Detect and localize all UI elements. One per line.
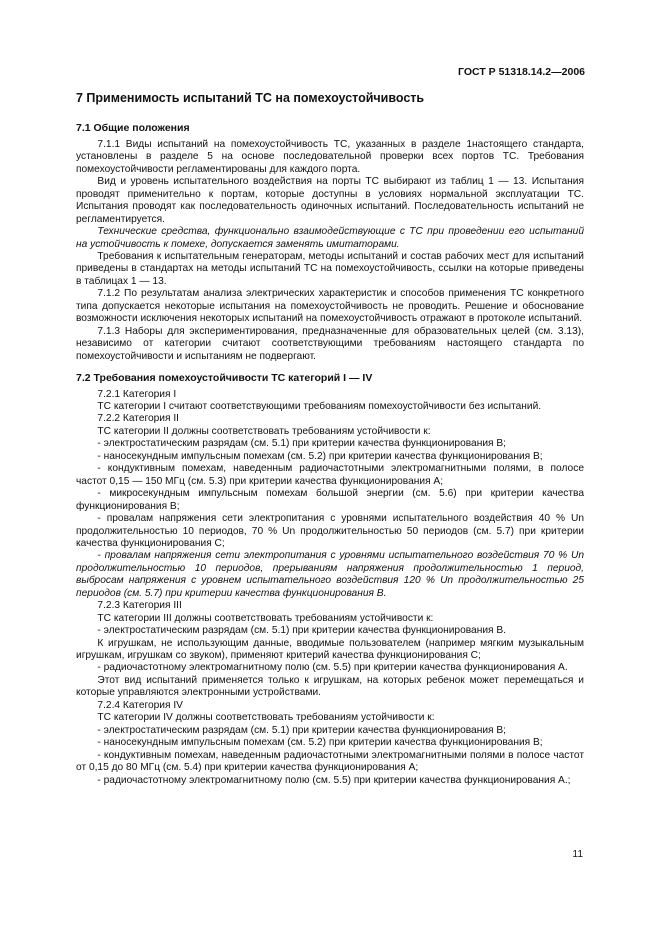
list-item: - наносекундным импульсным помехам (см. 5.2) при критерии качества функционирования В; [97,450,543,462]
paragraph: Вид и уровень испытательного воздействия на порты ТС выбирают из таблиц 1 — 13. Испытания проводят применительно к портам, которые доступны в условиях нормальной эксплуатации ТС. Испытания проводят как последовательность одиночных испытаний. Последовательность испытаний не регламентируется. [76,176,584,225]
paragraph: ТС категории III должны соответствовать требованиям устойчивости к: [97,612,434,624]
paragraph: Этот вид испытаний применяется только к игрушкам, на которых ребенок может перемещаться и которые управляются электронными устройствами. [76,674,584,699]
page-content [76,92,584,787]
paragraph: 7.2.2 Категория II [97,413,180,425]
standard-header: ГОСТ Р 51318.14.2—2006 [458,66,585,78]
paragraph: ТС категории II должны соответствовать требованиям устойчивости к: [97,425,431,437]
paragraph: ТС категории I считают соответствующими требованиям помехоустойчивости без испытаний. [97,400,542,412]
list-item: - радиочастотному электромагнитному полю (см. 5.5) при критерии качества функционирования А.; [97,774,571,786]
italic-list-item: - провалам напряжения сети электропитания с уровнями испытательного воздействия 70 % Un продолжительностью 10 периодов, прерываниям напряжения продолжительностью 1 период, выбросам напряжения с уровнем испытательного воздействия 120 % Un продолжительностью 25 периодов (см. 5.7) при критерии качества функционирования В. [76,550,584,599]
paragraph: 7.2.3 Категория III [97,600,182,612]
list-item: - электростатическим разрядам (см. 5.1) при критерии качества функционирования В; [97,724,507,736]
subsection-title-7-1: 7.1 Общие положения [76,122,190,135]
paragraph: 7.2.4 Категория IV [97,699,183,711]
list-item: - кондуктивным помехам, наведенным радиочастотными электромагнитными полями в полосе частот от 0,15 до 80 МГц (см. 5.4) при критерии качества функционирования А; [76,749,584,774]
paragraph: 7.1.2 По результатам анализа электрических характеристик и способов применения ТС конкретного типа допускается некоторые испытания на помехоустойчивость не проводить. Решение и обоснование возможности исключения некоторых испытаний на помехоустойчивость отражают в протоколе испытаний. [76,288,584,325]
subsection-title-7-2: 7.2 Требования помехоустойчивости ТС категорий I — IV [76,372,373,385]
paragraph: 7.1.3 Наборы для экспериментирования, предназначенные для образовательных целей (см. 3.13), независимо от категории считают соответствующими требованиям настоящего стандарта по помехоустойчивости и испытаниям не подвергают. [76,325,584,362]
list-item: - радиочастотному электромагнитному полю (см. 5.5) при критерии качества функционирования А. [97,662,568,674]
page-number: 11 [572,849,583,860]
paragraph: ТС категории IV должны соответствовать требованиям устойчивости к: [97,712,435,724]
list-item: - наносекундным импульсным помехам (см. 5.2) при критерии качества функционирования В; [97,737,543,749]
list-item: - микросекундным импульсным помехам большой энергии (см. 5.6) при критерии качества функционирования В; [76,488,584,512]
list-item: - кондуктивным помехам, наведенным радиочастотными электромагнитными полями, в полосе частот 0,15 — 150 МГц (см. 5.3) при критерии качества функционирования А; [76,463,584,487]
italic-note: Технические средства, функционально взаимодействующие с ТС при проведении его испытаний на устойчивость к помехе, допускается заменять имитаторами. [76,226,584,250]
paragraph: 7.2.1 Категория I [97,388,177,400]
section-title: 7 Применимость испытаний ТС на помехоустойчивость [76,91,425,105]
paragraph: 7.1.1 Виды испытаний на помехоустойчивость ТС, указанных в разделе 1настоящего стандарта, установлены в разделе 5 на основе последовательной проверки всех портов ТС. Требования помехоустойчивости регламентированы для каждого порта. [76,138,584,175]
list-item: - электростатическим разрядам (см. 5.1) при критерии качества функционирования В. [97,625,507,637]
paragraph: К игрушкам, не использующим данные, вводимые пользователем (например мягким музыкальным игрушкам, игрушкам со звуком), применяют критерий качества функционирования С; [76,637,584,662]
paragraph: Требования к испытательным генераторам, методы испытаний и состав рабочих мест для испытаний приведены в стандартах на методы испытаний ТС на помехоустойчивость, ссылки на которые приведены в таблицах 1 — 13. [76,250,584,287]
list-item: - провалам напряжения сети электропитания с уровнями испытательного воздействия 40 % Un продолжительностью 10 периодов, 70 % Un продолжительностью 50 периодов (см. 5.7) при критерии качества функционирования С; [76,513,584,549]
list-item: - электростатическим разрядам (см. 5.1) при критерии качества функционирования В; [97,438,507,450]
